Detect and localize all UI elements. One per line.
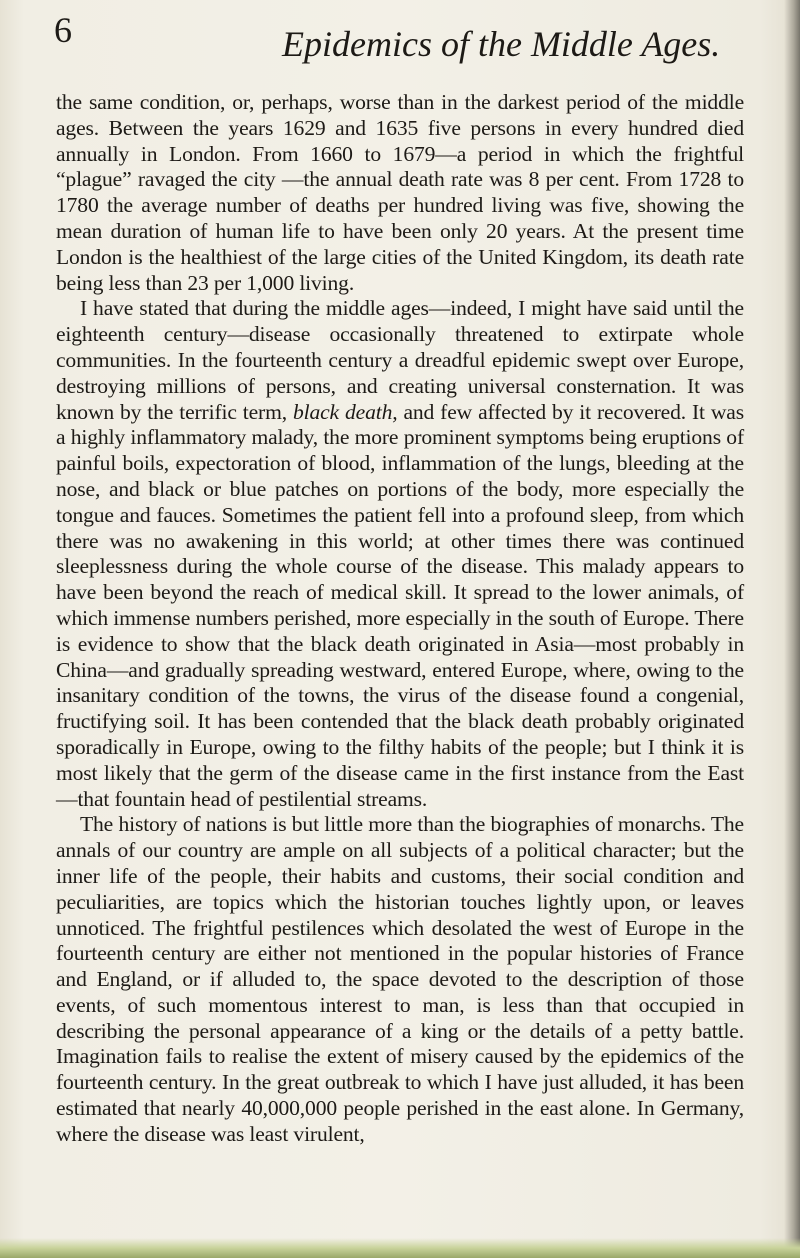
paragraph-black-death [56,296,744,812]
running-title: Epidemics of the Middle Ages. [282,24,721,64]
paragraph-black-death-part-2: and few affected by it recovered. It was a highly inflammatory malady, the more prominent symptoms being eruptions of painful boils, expectoration of blood, inflammation of the lungs, bleeding at the nose, and black or blue patches on portions of the body, more especially the tongue and fauces. Sometimes the patient fell into a profound sleep, from which there was no awakening in this world; at other times there was continued sleeplessness during the whole course of the disease. This malady appears to have been beyond the reach of medical skill. It spread to the lower animals, of which immense numbers perished, more especially in the south of Europe. There is evidence to show that the black death originated in Asia—most probably in China—and gradually spreading westward, entered Europe, where, owing to the insanitary condition of the towns, the virus of the disease found a congenial, fructifying soil. It has been contended that the black death probably originated sporadically in Europe, owing to the filthy habits of the people; but I think it is most likely that the germ of the disease came in the first instance from the East—that fountain head of pestilential streams. [56,399,744,811]
black-death-term: black death, [292,399,398,424]
body-text [56,90,744,1148]
page-bottom-edge [0,1238,800,1258]
paragraph-continued: the same condition, or, perhaps, worse than in the darkest period of the middle ages. Between the years 1629 and 1635 five persons in every hundred died annually in London. From 1660 to 1679—a period in which the frightful “plague” ravaged the city —the annual death rate was 8 per cent. From 1728 to 1780 the average number of deaths per hundred living was five, showing the mean duration of human life to have been only 20 years. At the present time London is the healthiest of the large cities of the United Kingdom, its death rate being less than 23 per 1,000 living. [56,90,744,295]
paragraph-black-death-part-1: I have stated that during the middle ages—indeed, I might have said until the eighteenth century—disease occasionally threatened to extirpate whole communities. In the fourteenth century a dreadful epidemic swept over Europe, destroying millions of persons, and creating universal consternation. It was known by the terrific term, [56,296,744,424]
paragraph-history: The history of nations is but little more than the biographies of monarchs. The annals of our country are ample on all subjects of a political character; but the inner life of the people, their habits and customs, their social condition and peculiarities, are topics which the historian touches lightly upon, or leaves unnoticed. The frightful pestilences which desolated the west of Europe in the fourteenth century are either not mentioned in the popular histories of France and England, or if alluded to, the space devoted to the description of those events, of such momentous interest to man, is less than that occupied in describing the personal appearance of a king or the details of a petty battle. Imagination fails to realise the extent of misery caused by the epidemics of the fourteenth century. In the great outbreak to which I have just alluded, it has been estimated that nearly 40,000,000 people perished in the east alone. In Germany, where the disease was least virulent, [56,812,744,1146]
page-number: 6 [54,10,72,50]
page-header [54,10,744,70]
page-edge-shadow [784,0,800,1258]
